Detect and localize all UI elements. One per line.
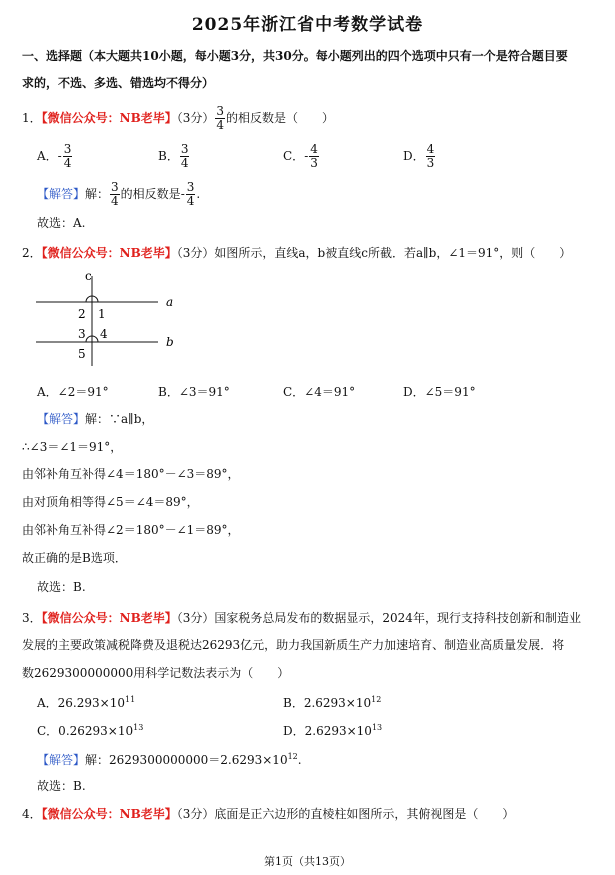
q4-tag: 【微信公众号：NB老毕】 — [41, 807, 177, 821]
q3-option-d: D．$2.6293\times 10^{13}$ — [283, 723, 383, 738]
q2-answer-2: ∴∠3＝∠1＝91°， — [22, 440, 123, 454]
q1-answer: 【解答】解： $\frac{3}{4}$ 的相反数是- $\frac{3}{4}$ . — [37, 180, 201, 208]
q1-answer-tag: 【解答】 — [37, 187, 86, 201]
q3-choice: 故选：B. — [37, 779, 86, 793]
q2-figure — [30, 266, 190, 370]
q2-answer-4: 由对顶角相等得∠5＝∠4＝89°， — [22, 495, 199, 509]
q2-option-a: A．∠2＝91° — [37, 385, 109, 399]
q1-score: （3分） — [176, 111, 215, 125]
q3-option-a: A．$26.293\times 10^{11}$ — [37, 695, 136, 710]
label-2: 2 — [78, 307, 86, 321]
q3-option-c: C．$0.26293\times 10^{13}$ — [37, 723, 144, 738]
page-title: 2025年浙江省中考数学试卷 — [191, 15, 424, 35]
label-3: 3 — [78, 327, 86, 341]
question-3-line-2: 发展的主要政策减税降费及退税达26293亿元，助力我国新质生产力加速培育、制造业高质量发展．将 — [22, 638, 565, 652]
q1-option-a: A．- $\frac{3}{4}$ — [37, 142, 72, 170]
label-5: 5 — [78, 347, 86, 361]
section-heading: 一、选择题（本大题共10小题，每小题3分，共30分。每小题列出的四个选项中只有一个是符合题目要 — [22, 49, 568, 63]
q1-number: 1． — [22, 111, 42, 125]
q2-text: （3分）如图所示，直线a，b被直线c所截．若a∥b，∠1＝91°，则（ ） — [176, 246, 572, 260]
q2-tag: 【微信公众号：NB老毕】 — [41, 246, 177, 260]
label-a: a — [166, 295, 174, 309]
question-3-line-3: 数2629300000000用科学记数法表示为（ ） — [22, 666, 290, 680]
q2-answer-3: 由邻补角互补得∠4＝180°－∠3＝89°， — [22, 467, 240, 481]
label-1: 1 — [98, 307, 106, 321]
q1-option-c: C．- $\frac{4}{3}$ — [283, 142, 318, 170]
q1-option-b: B． $\frac{3}{4}$ — [158, 142, 189, 170]
question-1 — [22, 105, 334, 132]
q2-answer-5: 由邻补角互补得∠2＝180°－∠1＝89°， — [22, 523, 240, 537]
q3-tag: 【微信公众号：NB老毕】 — [41, 611, 177, 625]
q1-option-d: D． $\frac{4}{3}$ — [403, 142, 435, 170]
question-3: 3．【微信公众号：NB老毕】（3分）国家税务总局发布的数据显示，2024年，现行支持科技创新和制造业 — [22, 611, 581, 625]
q1-choice: 故选：A. — [37, 216, 86, 230]
page-footer: 第1页（共13页） — [264, 855, 351, 868]
section-heading-cont: 求的，不选、多选、错选均不得分） — [22, 76, 215, 90]
label-4: 4 — [100, 327, 108, 341]
q3-answer: 【解答】解：$2629300000000=2.6293\times 10^{12}$. — [37, 752, 302, 767]
q2-option-c: C．∠4＝91° — [283, 385, 356, 399]
q2-answer-6: 故正确的是B选项． — [22, 551, 127, 565]
label-c: c — [85, 269, 92, 283]
q2-answer-1: 【解答】解：∵a∥b， — [37, 412, 154, 426]
question-4: 4．【微信公众号：NB老毕】（3分）底面是正六边形的直棱柱如图所示，其俯视图是（ ） — [22, 807, 515, 821]
label-b: b — [166, 335, 174, 349]
q2-option-b: B．∠3＝91° — [158, 385, 230, 399]
question-2: 2．【微信公众号：NB老毕】（3分）如图所示，直线a，b被直线c所截．若a∥b，∠1＝91°，则（ ） — [22, 246, 572, 260]
q2-option-d: D．∠5＝91° — [403, 385, 476, 399]
q1-tag: 【微信公众号：NB老毕】 — [41, 111, 177, 125]
q3-option-b: B．$2.6293\times 10^{12}$ — [283, 695, 382, 710]
q2-choice: 故选：B. — [37, 580, 86, 594]
q1-fraction: $\frac{3}{4}$ — [216, 104, 225, 132]
q1-text: 的相反数是（ ） — [226, 111, 335, 125]
